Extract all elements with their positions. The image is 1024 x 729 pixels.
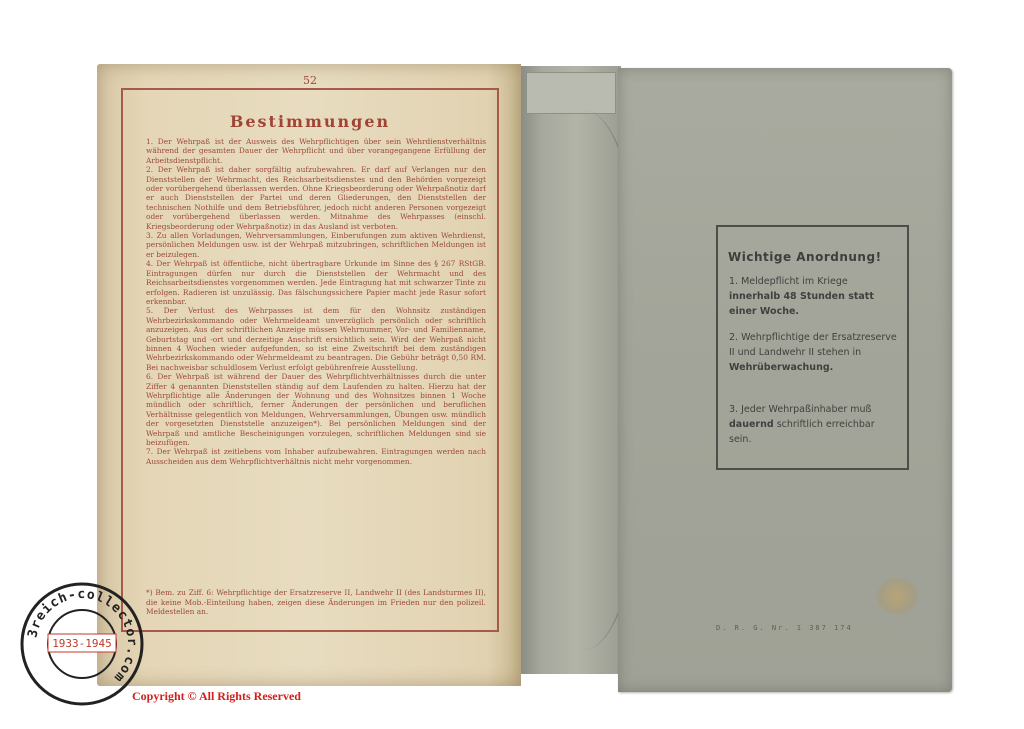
notice-item-3 bbox=[729, 402, 899, 447]
stamp-years: 1933-1945 bbox=[52, 637, 112, 650]
rule-item: 3. Zu allen Vorladungen, Wehrversammlungen, Einberufungen zum aktiven Wehrdienst, persönlichen Meldungen usw. ist der Wehrpaß mitzubringen, schriftlichen Meldungen ist er beizulegen. bbox=[146, 231, 486, 259]
rule-item: 5. Der Verlust des Wehrpasses ist dem für den Wohnsitz zuständigen Wehrbezirkskommando oder Wehrmeldeamt unverzüglich persönlich oder schriftlich anzuzeigen. Aus der schriftlichen Anzeige müssen Wehrnummer, Vor- und Familienname, Geburtstag und -ort und derzeitige Anschrift ersichtlich sein. Wird der Wehrpaß nicht binnen 4 Wochen wieder aufgefunden, so ist eine Zweitschrift bei dem zuständigen Wehrbezirkskommando oder Wehrmeldeamt zu beantragen. Die Gebühr beträgt 0,50 RM. Bei nachweisbar schuldlosem Verlust erfolgt gebührenfreie Ausstellung. bbox=[146, 306, 486, 372]
copyright-notice: Copyright © All Rights Reserved bbox=[132, 689, 301, 703]
notice-emphasis: innerhalb 48 Stunden statt einer Woche. bbox=[729, 291, 874, 317]
stamp-ring-text: 3reich-collector.com bbox=[25, 586, 140, 686]
notice-text: 3. Jeder Wehrpaßinhaber muß bbox=[729, 404, 872, 415]
notice-item-2 bbox=[729, 330, 899, 375]
print-code: D. R. G. Nr. 1 387 174 bbox=[716, 624, 853, 632]
notice-title: Wichtige Anordnung! bbox=[728, 250, 882, 264]
rule-item: 6. Der Wehrpaß ist während der Dauer des Wehrpflichtverhältnisses durch die unter Ziffer 4 genannten Dienststellen ständig auf dem Laufenden zu halten. Hierzu hat der Wehrpflichtige alle Änderungen der Wohnung und des Wohnsitzes binnen 1 Woche mündlich oder schriftlich, ferner Änderungen der persönlichen und beruflichen Verhältnisse gelegentlich von Meldungen, Wehrversammlungen, Übungen usw. mündlich der vorgesetzten Dienststelle anzuzeigen*). Bei persönlichen Meldungen sind der Wehrpaß und amtliche Bescheinigungen vorzulegen, schriftlichen Meldungen sind sie beizufügen. bbox=[146, 372, 486, 447]
rule-item: 4. Der Wehrpaß ist öffentliche, nicht übertragbare Urkunde im Sinne des § 267 RStGB. Eintragungen dürfen nur durch die Dienststellen der Wehrmacht und des Reichsarbeitsdienstes vorgenommen werden. Jede Eintragung hat mit schwarzer Tinte zu erfolgen. Radieren ist unzulässig. Das fälschungssichere Papier macht jede Rasur sofort erkennbar. bbox=[146, 259, 486, 306]
notice-emphasis: Wehrüberwachung. bbox=[729, 362, 834, 373]
notice-emphasis: dauernd bbox=[729, 419, 774, 430]
rule-item: 7. Der Wehrpaß ist zeitlebens vom Inhaber aufzubewahren. Eintragungen werden nach Ausscheiden aus dem Wehrpflichtverhältnis nicht mehr vorgenommen. bbox=[146, 447, 486, 466]
page-title: Bestimmungen bbox=[229, 112, 391, 131]
rule-item: 2. Der Wehrpaß ist daher sorgfältig aufzubewahren. Er darf auf Verlangen nur den Dienststellen der Wehrmacht, des Reichsarbeitsdienstes und den Behörden vorgezeigt oder vorübergehend überlassen werden. Ohne Kriegsbeorderung oder Wehrpaßnotiz darf er auch Dienststellen der Partei und deren Gliederungen, den Dienststellen der technischen Nothilfe und dem Betriebsführer, jedoch nicht anderen Personen vorgezeigt oder vorübergehend überlassen werden. Mitnahme des Wehrpasses (einschl. Kriegsbeorderung oder Wehrpaßnotiz) in das Ausland ist verboten. bbox=[146, 165, 486, 231]
rules-list bbox=[146, 137, 486, 585]
notice-text: schriftlich erreichbar sein. bbox=[729, 419, 875, 445]
notice-text: 1. Meldepflicht im Kriege bbox=[729, 276, 848, 287]
notice-text: 2. Wehrpflichtige der Ersatzreserve II und Landwehr II stehen in bbox=[729, 332, 897, 358]
stain bbox=[876, 578, 918, 614]
page-number: 52 bbox=[303, 74, 317, 87]
footnote: *) Bem. zu Ziff. 6: Wehrpflichtige der Ersatzreserve II, Landwehr II (des Landsturmes II), die keine Mob.-Einteilung haben, zeigen diese Änderungen im Frieden nur den polizeil. Meldestellen an. bbox=[146, 588, 486, 617]
rule-item: 1. Der Wehrpaß ist der Ausweis des Wehrpflichtigen über sein Wehrdienstverhältnis während der gesamten Dauer der Wehrpflicht und über vorangegangene Erfüllung der Arbeitsdienstpflicht. bbox=[146, 137, 486, 165]
collector-stamp-icon bbox=[18, 580, 146, 708]
notice-item-1 bbox=[729, 274, 899, 319]
spine-flap bbox=[526, 72, 616, 114]
